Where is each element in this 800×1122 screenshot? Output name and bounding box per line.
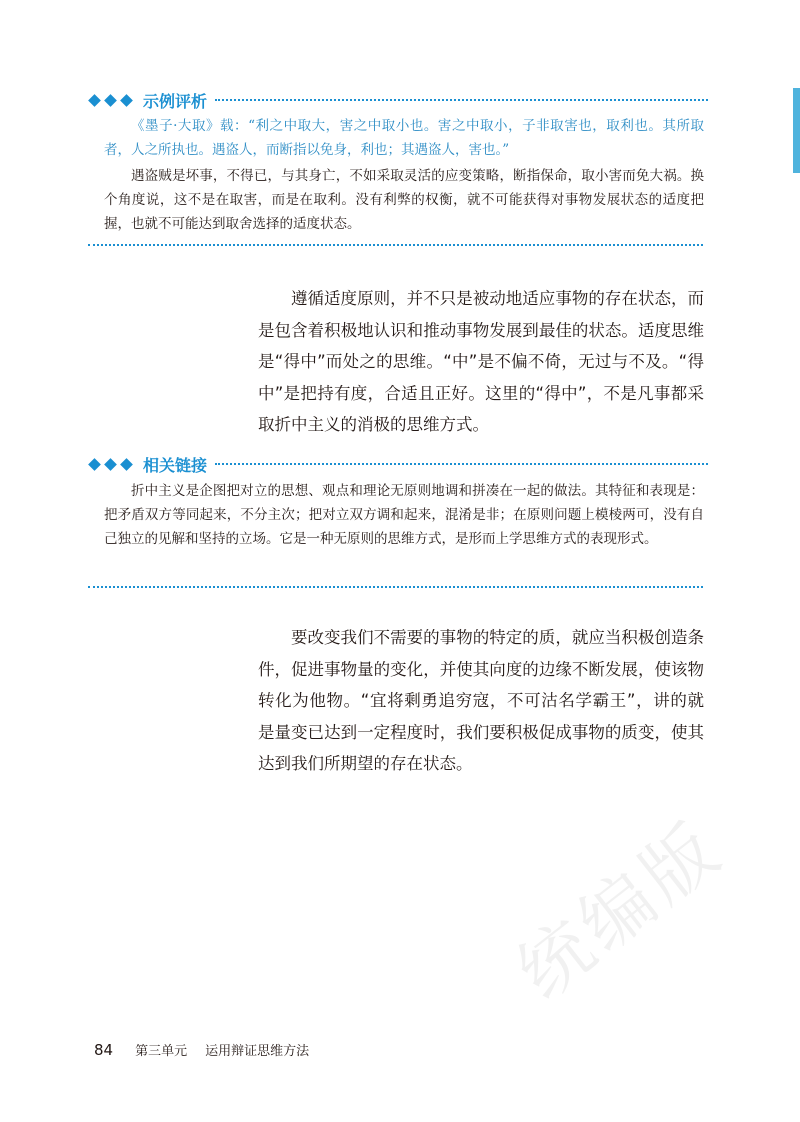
link-box-content xyxy=(104,479,704,551)
page-edge-tab xyxy=(793,88,800,173)
eclecticism-definition: 折中主义是企图把对立的思想、观点和理论无原则地调和拼凑在一起的做法。其特征和表现是：把矛盾双方等同起来，不分主次；把对立双方调和起来，混淆是非；在原则问题上模棱两可，没有自己独立的见解和坚持的立场。它是一种无原则的思维方式，是形而上学思维方式的表现形式。 xyxy=(104,483,704,547)
body-paragraph-2: 要改变我们不需要的事物的特定的质，就应当积极创造条件，促进事物量的变化，并使其向度的边缘不断发展，使该物转化为他物。“宜将剩勇追穷寇，不可沽名学霸王”，讲的就是量变已达到一定程度时，我们要积极促成事物的质变，使其达到我们所期望的存在状态。 xyxy=(258,628,704,773)
example-section-header xyxy=(88,89,708,111)
body-paragraph-1-container xyxy=(258,283,704,441)
dotted-divider xyxy=(215,463,708,465)
footer-unit-label: 第三单元 xyxy=(135,1044,188,1059)
diamond-bullets-icon xyxy=(88,460,133,469)
example-section-title: 示例评析 xyxy=(143,91,208,111)
diamond-bullets-icon xyxy=(88,96,133,105)
edition-watermark: 统编版 xyxy=(501,804,739,1016)
page-number: 84 xyxy=(94,1041,114,1059)
dotted-divider xyxy=(215,99,708,101)
footer-unit-title: 运用辩证思维方法 xyxy=(205,1044,310,1059)
link-box-bottom-rule xyxy=(88,586,703,588)
example-box-bottom-rule xyxy=(88,244,703,246)
mozi-quote: 《墨子·大取》载：“利之中取大，害之中取小也。害之中取小，子非取害也，取利也。其所取者，人之所执也。遇盗人，而断指以免身，利也；其遇盗人，害也。” xyxy=(104,118,704,158)
example-analysis: 遇盗贼是坏事，不得已，与其身亡，不如采取灵活的应变策略，断指保命，取小害而免大祸。换个角度说，这不是在取害，而是在取利。没有利弊的权衡，就不可能获得对事物发展状态的适度把握，也就不可能达到取舍选择的适度状态。 xyxy=(104,168,704,232)
link-section-title: 相关链接 xyxy=(143,455,208,475)
body-paragraph-1: 遵循适度原则，并不只是被动地适应事物的存在状态，而是包含着积极地认识和推动事物发展到最佳的状态。适度思维是“得中”而处之的思维。“中”是不偏不倚，无过与不及。“得中”是把持有度，合适且正好。这里的“得中”，不是凡事都采取折中主义的消极的思维方式。 xyxy=(258,289,704,434)
link-section-header xyxy=(88,453,708,475)
example-box-content xyxy=(104,114,704,236)
page-footer xyxy=(94,1040,309,1059)
